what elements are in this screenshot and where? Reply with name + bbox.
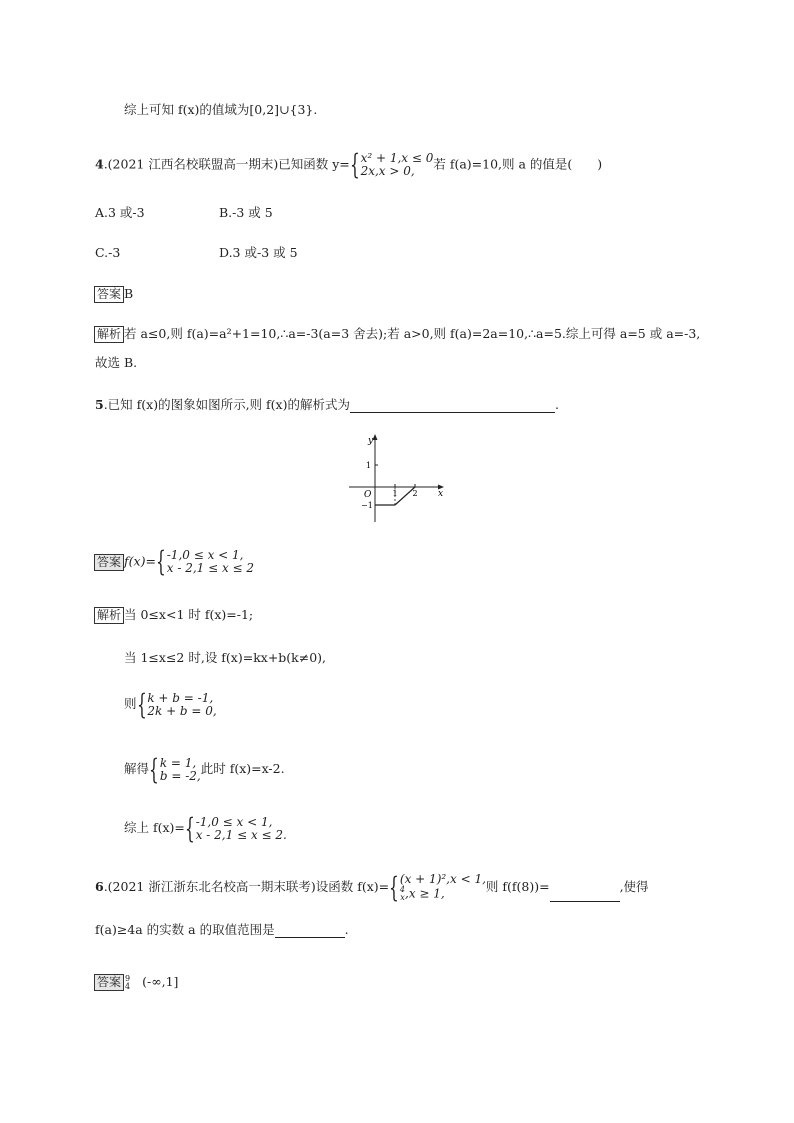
q5-system-1-eq-2: 2k + b = 0, <box>147 703 217 718</box>
q6-case-2-den: x <box>400 893 405 902</box>
q4-analysis-line-2: 故选 B. <box>95 355 138 370</box>
q6-case-2-rest: ,x ≥ 1, <box>405 886 445 901</box>
q4-option-b: B.-3 或 5 <box>219 205 273 220</box>
q6-stem-line-1 <box>95 872 649 902</box>
q5-analysis-line-4 <box>124 752 285 786</box>
q4-stem-text-a: .(2021 江西名校联盟高一期末)已知函数 y= <box>103 156 350 172</box>
analysis-tag: 解析 <box>94 607 124 624</box>
q5-analysis-line-3 <box>124 687 217 721</box>
q4-case-1: x² + 1,x ≤ 0 <box>360 151 434 165</box>
q6-case-1: (x + 1)²,x < 1, <box>399 872 486 886</box>
q6-number: 6 <box>95 879 104 894</box>
q5-answer-piecewise: { -1,0 ≤ x < 1, x - 2,1 ≤ x ≤ 2 <box>155 545 255 578</box>
q5-function-graph <box>345 432 450 524</box>
q6-answer-den: 4 <box>125 981 131 991</box>
q5-analysis-line-2: 当 1≤x≤2 时,设 f(x)=kx+b(k≠0), <box>124 650 327 665</box>
q6-answer-num: 9 <box>125 973 131 983</box>
q5-summary-case-2: x - 2,1 ≤ x ≤ 2. <box>195 827 287 842</box>
q5-number: 5 <box>95 397 104 412</box>
q6-line-2-text: f(a)≥4a 的实数 a 的取值范围是 <box>95 922 275 937</box>
q5-analysis-line-5 <box>124 811 287 845</box>
x-tick-1: 1 <box>392 489 398 498</box>
q5-system-2-eq-1: k = 1, <box>159 755 197 770</box>
q6-piecewise: { (x + 1)²,x < 1, 4 x ,x ≥ 1, <box>389 870 486 904</box>
q5-answer-blank[interactable] <box>350 400 555 413</box>
answer-tag: 答案 <box>94 554 124 571</box>
y-tick-neg1: −1 <box>361 501 373 510</box>
q5-answer-line <box>94 545 255 578</box>
q6-answer-range: (-∞,1] <box>142 974 179 989</box>
q5-answer-prefix: f(x)= <box>124 553 156 569</box>
q6-case-2-num: 4 <box>399 885 406 894</box>
answer-tag: 答案 <box>94 974 124 991</box>
y-axis-arrow <box>373 434 378 440</box>
q4-answer-line <box>94 286 133 303</box>
x-axis-label: x <box>438 489 444 499</box>
q5-system-1-eq-1: k + b = -1, <box>147 690 214 705</box>
q6-stem-line-2: f(a)≥4a 的实数 a 的取值范围是 . <box>95 922 349 937</box>
q6-blank-1[interactable] <box>550 889 620 902</box>
x-tick-2: 2 <box>412 489 418 498</box>
q6-stem-text-a: .(2021 浙江浙东北名校高一期末联考)设函数 f(x)= <box>103 879 390 894</box>
q4-stem <box>95 148 603 181</box>
q5-analysis-then: 则 <box>124 696 137 711</box>
q6-stem-text-b: 则 f(f(8))= <box>485 879 550 894</box>
q6-answer-fraction <box>125 975 130 991</box>
q4-piecewise: { x² + 1,x ≤ 0 2x,x > 0, <box>349 148 434 181</box>
q5-stem: 5.已知 f(x)的图象如图所示,则 f(x)的解析式为 . <box>95 397 559 412</box>
q4-option-d: D.3 或-3 或 5 <box>219 245 298 260</box>
q6-stem-text-c: ,使得 <box>619 879 649 894</box>
q5-analysis-summary: 综上 f(x)= <box>124 820 185 835</box>
q5-system-2-eq-2: b = -2, <box>159 768 201 783</box>
q4-answer-value: B <box>124 286 134 301</box>
q4-analysis-line-1 <box>94 326 700 343</box>
q4-analysis-text-1: 若 a≤0,则 f(a)=a²+1=10,∴a=-3(a=3 舍去);若 a>0,则 f(a)=2a=10,∴a=5.综上可得 a=5 或 a=-3, <box>124 326 701 341</box>
q6-answer-line <box>94 970 178 994</box>
q5-summary-case-1: -1,0 ≤ x < 1, <box>195 814 273 829</box>
q5-stem-text: .已知 f(x)的图象如图所示,则 f(x)的解析式为 <box>103 397 350 412</box>
q5-analysis-line-1 <box>94 607 253 624</box>
q5-system-1: { k + b = -1, 2k + b = 0, <box>136 687 217 721</box>
y-axis-label: y <box>368 436 374 446</box>
q5-answer-case-2: x - 2,1 ≤ x ≤ 2 <box>166 561 255 575</box>
q5-analysis-text-1: 当 0≤x<1 时 f(x)=-1; <box>124 607 254 622</box>
q6-blank-2[interactable] <box>275 925 345 938</box>
q4-number: 4 <box>95 156 104 172</box>
q5-summary-piecewise: { -1,0 ≤ x < 1, x - 2,1 ≤ x ≤ 2. <box>184 811 287 845</box>
q5-answer-case-1: -1,0 ≤ x < 1, <box>166 548 244 562</box>
y-tick-1: 1 <box>366 461 372 470</box>
answer-tag: 答案 <box>94 286 124 303</box>
q4-option-a: A.3 或-3 <box>95 205 145 220</box>
q5-system-2: { k = 1, b = -2, <box>149 752 201 786</box>
q5-analysis-solve: 解得 <box>124 761 150 776</box>
q4-case-2: 2x,x > 0, <box>360 164 415 178</box>
q5-analysis-result: 此时 f(x)=x-2. <box>200 761 285 776</box>
origin-label: O <box>364 490 372 500</box>
q4-stem-text-b: 若 f(a)=10,则 a 的值是( ) <box>433 156 603 172</box>
q4-option-c: C.-3 <box>95 245 121 260</box>
previous-conclusion: 综上可知 f(x)的值域为[0,2]∪{3}. <box>124 102 318 117</box>
analysis-tag: 解析 <box>94 326 124 343</box>
